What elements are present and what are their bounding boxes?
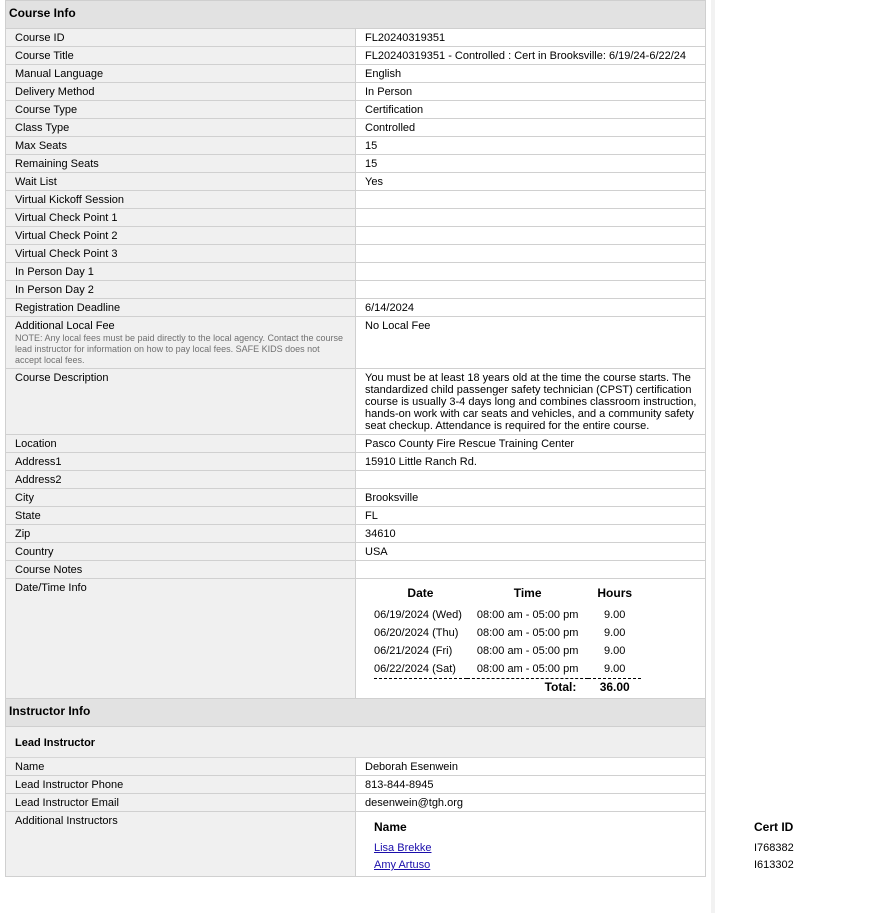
in-person-day-1-row: [6, 263, 706, 281]
virtual-check-point-3-label: Virtual Check Point 3: [6, 245, 356, 263]
datetime-info-row: [6, 579, 706, 699]
virtual-kickoff-session-value: [356, 191, 706, 209]
location-label: Location: [6, 435, 356, 453]
course-description-value: You must be at least 18 years old at the time the course starts. The standardized child passenger safety technician (CPST) certification course is usually 3-4 days long and combines classroom instruction, hands-on work with car seats and vehicles, and a community safety seat checkup. Attendance is required for the entire course.: [356, 369, 706, 435]
zip-row: [6, 525, 706, 543]
in-person-day-1-value: [356, 263, 706, 281]
delivery-method-value: In Person: [356, 83, 706, 101]
name-row: [6, 758, 706, 776]
remaining-seats-value: 15: [356, 155, 706, 173]
state-label: State: [6, 507, 356, 525]
address2-label: Address2: [6, 471, 356, 489]
instructor-cert-id: I768382: [754, 842, 794, 854]
course-title-row: [6, 47, 706, 65]
instructor-cert-header: Cert ID: [754, 820, 794, 834]
in-person-day-2-row: [6, 281, 706, 299]
registration-deadline-label: Registration Deadline: [6, 299, 356, 317]
additional-instructors-label: Additional Instructors: [6, 812, 356, 877]
lead-instructor-email-row: [6, 794, 706, 812]
wait-list-label: Wait List: [6, 173, 356, 191]
schedule-header-row: [374, 587, 641, 606]
virtual-kickoff-session-row: [6, 191, 706, 209]
delivery-method-label: Delivery Method: [6, 83, 356, 101]
course-notes-label: Course Notes: [6, 561, 356, 579]
city-value: Brooksville: [356, 489, 706, 507]
datetime-info-label: Date/Time Info: [6, 579, 356, 699]
course-info-table: [5, 0, 794, 877]
in-person-day-2-label: In Person Day 2: [6, 281, 356, 299]
registration-deadline-row: [6, 299, 706, 317]
additional-instructors-row: [6, 812, 706, 877]
country-label: Country: [6, 543, 356, 561]
course-info-header: [6, 1, 706, 29]
instructor-name-link[interactable]: Lisa Brekke: [374, 842, 432, 854]
lead-instructor-header: [6, 727, 706, 758]
zip-label: Zip: [6, 525, 356, 543]
manual-language-row: [6, 65, 706, 83]
location-row: [6, 435, 706, 453]
lead-instructor-email-value: desenwein@tgh.org: [356, 794, 706, 812]
remaining-seats-row: [6, 155, 706, 173]
schedule-total-row: [374, 679, 641, 697]
session-time: 08:00 am - 05:00 pm: [476, 663, 579, 675]
virtual-check-point-2-value: [356, 227, 706, 245]
address1-label: Address1: [6, 453, 356, 471]
address2-value: [356, 471, 706, 489]
instructor-name-cell: [374, 840, 754, 857]
schedule-row: [374, 642, 641, 660]
session-hours: 9.00: [604, 645, 626, 657]
max-seats-row: [6, 137, 706, 155]
course-id-label: Course ID: [6, 29, 356, 47]
location-value: Pasco County Fire Rescue Training Center: [356, 435, 706, 453]
virtual-check-point-3-row: [6, 245, 706, 263]
additional-instructors-value: [356, 812, 794, 877]
session-time: 08:00 am - 05:00 pm: [476, 645, 579, 657]
wait-list-row: [6, 173, 706, 191]
session-time: 08:00 am - 05:00 pm: [476, 627, 579, 639]
additional-local-fee-label-cell: [6, 317, 356, 369]
max-seats-label: Max Seats: [6, 137, 356, 155]
course-notes-value: [356, 561, 706, 579]
course-id-value: FL20240319351: [356, 29, 706, 47]
name-label: Name: [6, 758, 356, 776]
country-value: USA: [356, 543, 706, 561]
in-person-day-2-value: [356, 281, 706, 299]
wait-list-value: Yes: [356, 173, 706, 191]
manual-language-value: English: [356, 65, 706, 83]
schedule-row: [374, 660, 641, 679]
virtual-check-point-1-value: [356, 209, 706, 227]
class-type-label: Class Type: [6, 119, 356, 137]
schedule-total-label: Total:: [467, 679, 589, 697]
city-label: City: [6, 489, 356, 507]
name-value: Deborah Esenwein: [356, 758, 706, 776]
schedule-date-header: Date: [407, 586, 434, 600]
lead-instructor-phone-label: Lead Instructor Phone: [6, 776, 356, 794]
max-seats-value: 15: [356, 137, 706, 155]
session-date: 06/20/2024 (Thu): [374, 627, 459, 639]
course-title-value: FL20240319351 - Controlled : Cert in Brooksville: 6/19/24-6/22/24: [356, 47, 706, 65]
instructor-row: [374, 857, 874, 874]
instructor-name-cell: [374, 857, 754, 874]
session-hours: 9.00: [604, 663, 626, 675]
local-fee-note: NOTE: Any local fees must be paid directly to the local agency. Contact the course lead instructor for information on how to pay local fees. SAFE KIDS does not accept local fees.: [15, 333, 343, 365]
session-hours: 9.00: [604, 609, 626, 621]
course-details-page: [5, 0, 794, 877]
schedule-hours-header: Hours: [597, 586, 633, 600]
virtual-check-point-3-value: [356, 245, 706, 263]
schedule-total-value: 36.00: [588, 679, 641, 697]
instructor-info-header: [6, 699, 706, 727]
virtual-check-point-1-label: Virtual Check Point 1: [6, 209, 356, 227]
instructor-cert-id: I613302: [754, 859, 794, 871]
state-value: FL: [356, 507, 706, 525]
additional-local-fee-label: Additional Local Fee: [15, 320, 115, 332]
lead-instructor-header-text: Lead Instructor: [6, 727, 706, 758]
remaining-seats-label: Remaining Seats: [6, 155, 356, 173]
schedule-time-header: Time: [513, 586, 542, 600]
registration-deadline-value: 6/14/2024: [356, 299, 706, 317]
instructor-name-link[interactable]: Amy Artuso: [374, 859, 431, 871]
datetime-info-value: [356, 579, 706, 699]
address1-row: [6, 453, 706, 471]
zip-value: 34610: [356, 525, 706, 543]
virtual-check-point-2-row: [6, 227, 706, 245]
delivery-method-row: [6, 83, 706, 101]
session-hours: 9.00: [604, 627, 626, 639]
session-date: 06/19/2024 (Wed): [374, 609, 462, 621]
virtual-check-point-1-row: [6, 209, 706, 227]
state-row: [6, 507, 706, 525]
instructor-name-header: Name: [374, 820, 407, 834]
instructor-info-header-text: Instructor Info: [6, 699, 706, 727]
address1-value: 15910 Little Ranch Rd.: [356, 453, 706, 471]
course-title-label: Course Title: [6, 47, 356, 65]
address2-row: [6, 471, 706, 489]
class-type-value: Controlled: [356, 119, 706, 137]
class-type-row: [6, 119, 706, 137]
session-date: 06/22/2024 (Sat): [374, 663, 456, 675]
course-info-header-text: Course Info: [6, 1, 706, 29]
course-id-row: [6, 29, 706, 47]
city-row: [6, 489, 706, 507]
course-description-label: Course Description: [6, 369, 356, 435]
session-date: 06/21/2024 (Fri): [374, 645, 453, 657]
course-type-label: Course Type: [6, 101, 356, 119]
schedule-row: [374, 624, 641, 642]
manual-language-label: Manual Language: [6, 65, 356, 83]
virtual-kickoff-session-label: Virtual Kickoff Session: [6, 191, 356, 209]
additional-local-fee-row: [6, 317, 706, 369]
course-notes-row: [6, 561, 706, 579]
additional-local-fee-value: No Local Fee: [356, 317, 706, 369]
instructor-row: [374, 840, 874, 857]
lead-instructor-phone-value: 813-844-8945: [356, 776, 706, 794]
schedule-row: [374, 606, 641, 624]
virtual-check-point-2-label: Virtual Check Point 2: [6, 227, 356, 245]
schedule-table: [374, 587, 641, 696]
in-person-day-1-label: In Person Day 1: [6, 263, 356, 281]
country-row: [6, 543, 706, 561]
instructors-header-row: [374, 818, 874, 840]
course-description-row: [6, 369, 706, 435]
lead-instructor-phone-row: [6, 776, 706, 794]
course-type-row: [6, 101, 706, 119]
session-time: 08:00 am - 05:00 pm: [476, 609, 579, 621]
additional-instructors-table: [374, 818, 874, 874]
course-type-value: Certification: [356, 101, 706, 119]
schedule-total-spacer: [374, 679, 467, 697]
lead-instructor-email-label: Lead Instructor Email: [6, 794, 356, 812]
page-scrollbar[interactable]: [711, 0, 715, 913]
